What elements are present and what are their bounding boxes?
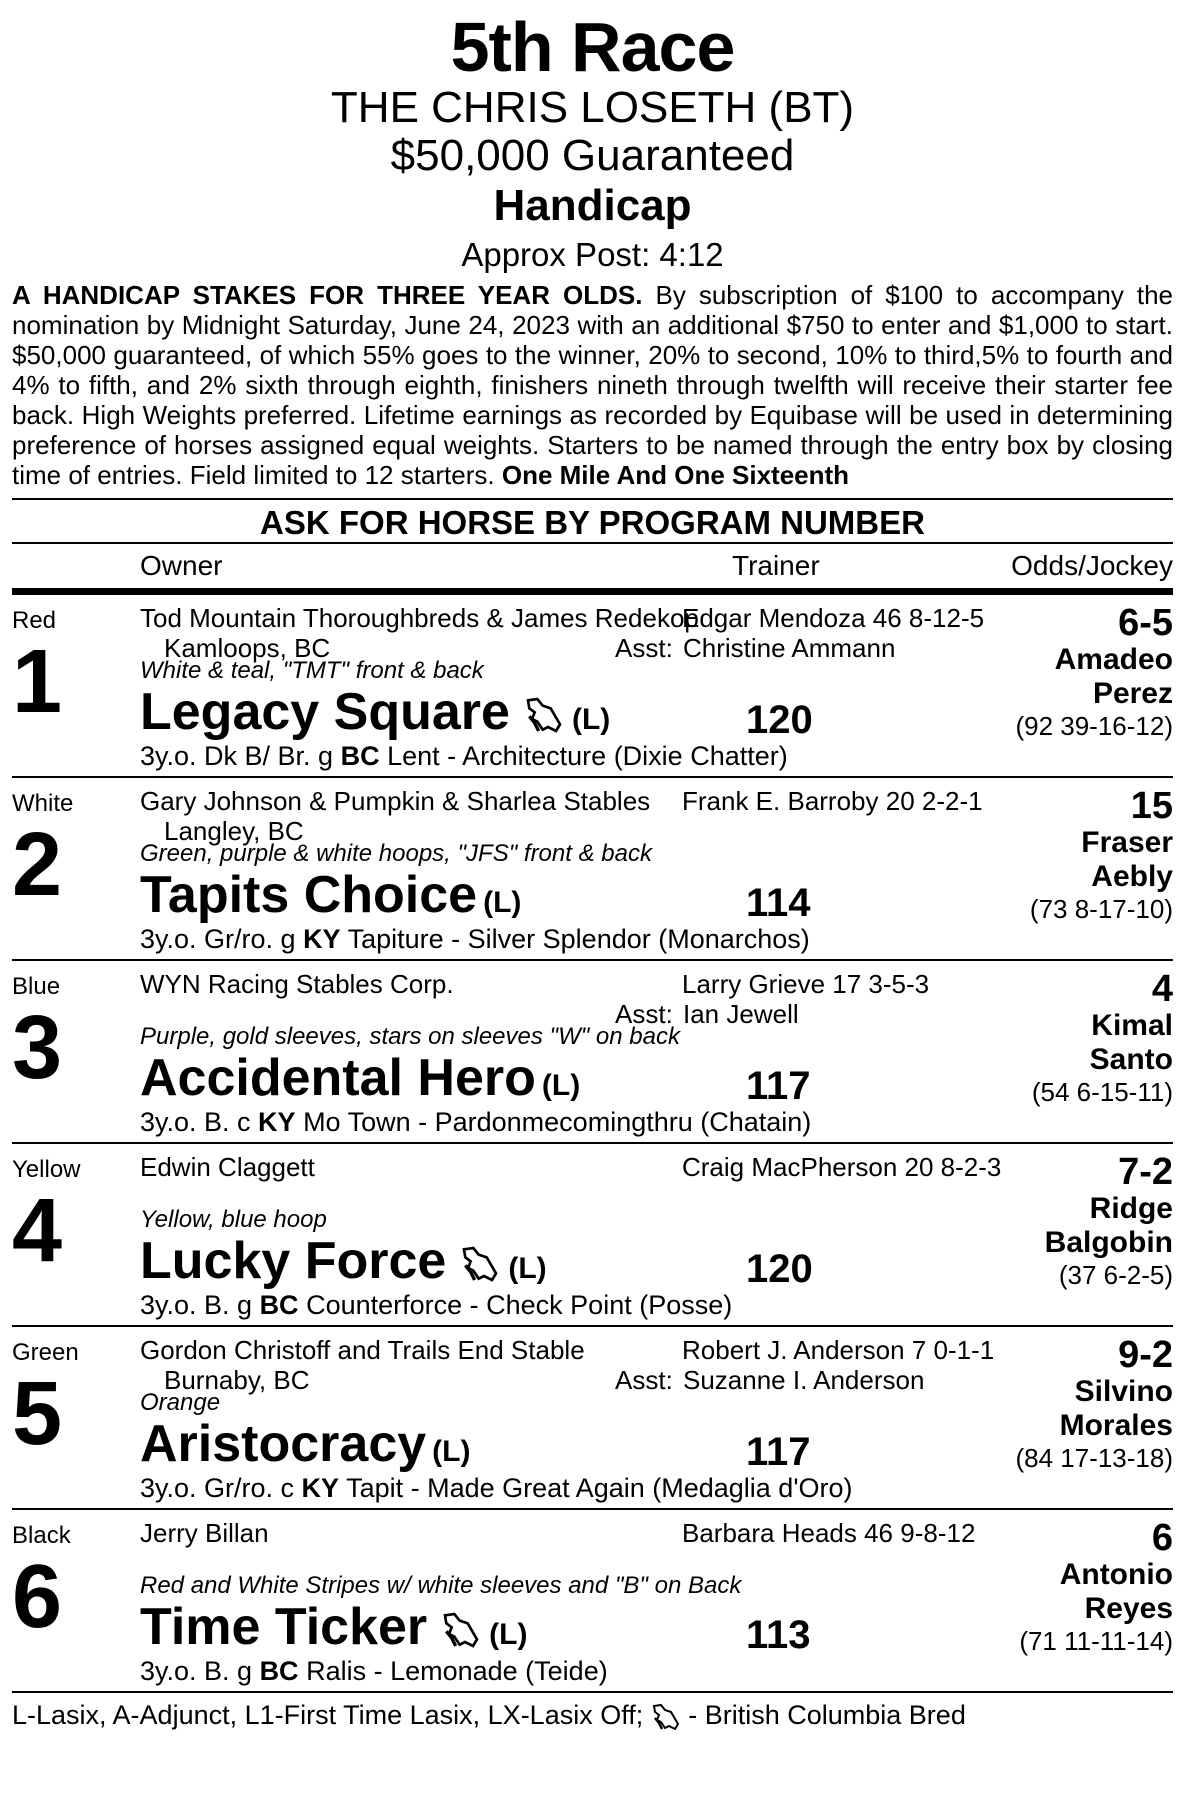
entry-row — [12, 778, 1173, 961]
owner-name: Jerry Billan — [140, 1518, 269, 1548]
owner-location: Burnaby, BC — [164, 1365, 310, 1395]
medication: (L) — [432, 1435, 471, 1468]
trainer: Barbara Heads 46 9-8-12 — [682, 1518, 976, 1548]
horse-name: Aristocracy — [140, 1415, 427, 1473]
jockey-record: (92 39-16-12) — [1015, 711, 1173, 741]
assistant-label: Asst: — [615, 999, 673, 1029]
race-distance: One Mile And One Sixteenth — [501, 460, 850, 490]
jockey-first-name: Silvino — [1074, 1375, 1173, 1408]
divider — [12, 498, 1173, 500]
race-type: Handicap — [493, 181, 692, 230]
jockey-first-name: Ridge — [1089, 1192, 1173, 1225]
race-conditions — [12, 280, 1173, 490]
breeding-state: KY — [301, 1473, 340, 1503]
breeding — [140, 1655, 608, 1687]
breeding-pedigree: Tapiture - Silver Splendor (Monarchos) — [340, 924, 810, 954]
program-number: 1 — [12, 632, 63, 732]
horse-name: Time Ticker — [140, 1598, 428, 1656]
morning-line-odds: 7-2 — [1118, 1151, 1173, 1193]
breeding-pedigree: Tapit - Made Great Again (Medaglia d'Oro) — [339, 1473, 853, 1503]
medication: (L) — [489, 1618, 528, 1651]
owner-name: Edwin Claggett — [140, 1152, 315, 1182]
owner-name: WYN Racing Stables Corp. — [140, 969, 454, 999]
saddle-cloth-color: Black — [12, 1522, 71, 1549]
breeding — [140, 740, 788, 772]
jockey-first-name: Fraser — [1081, 826, 1173, 859]
medication: (L) — [571, 703, 611, 736]
morning-line-odds: 9-2 — [1118, 1334, 1173, 1376]
silks-description: Yellow, blue hoop — [140, 1206, 327, 1233]
assistant-trainer — [615, 1182, 683, 1212]
breeding-state: KY — [303, 924, 341, 954]
breeding-state: BC — [259, 1656, 299, 1686]
weight: 113 — [746, 1613, 811, 1657]
race-purse: $50,000 Guaranteed — [390, 131, 795, 180]
entries-list — [12, 595, 1173, 1693]
jockey-last-name: Balgobin — [1044, 1226, 1173, 1259]
owner-location: Kamloops, BC — [164, 633, 331, 663]
odds-jockey — [1019, 1518, 1173, 1656]
entry-row — [12, 1510, 1173, 1693]
race-number: 5th Race — [450, 8, 735, 86]
weight: 117 — [746, 1064, 811, 1108]
breeding-state: BC — [259, 1290, 299, 1320]
breeding-age-sex: 3y.o. Gr/ro. g — [140, 924, 304, 954]
jockey-last-name: Perez — [1092, 677, 1173, 710]
trainer-column-header: Trainer — [732, 550, 820, 581]
jockey-last-name: Santo — [1089, 1043, 1173, 1076]
trainer: Craig MacPherson 20 8-2-3 — [682, 1152, 1002, 1182]
jockey-first-name: Amadeo — [1054, 643, 1173, 676]
breeding-pedigree: Ralis - Lemonade (Teide) — [298, 1656, 608, 1686]
breeding — [140, 923, 810, 955]
odds-jockey — [1030, 786, 1173, 924]
breeding-pedigree: Mo Town - Pardonmecomingthru (Chatain) — [295, 1107, 812, 1137]
assistant-trainer — [615, 633, 895, 663]
post-time: Approx Post: 4:12 — [461, 236, 724, 273]
owner-location: Langley, BC — [164, 816, 304, 846]
breeding-age-sex: 3y.o. Dk B/ Br. g — [140, 741, 341, 771]
owner-name: Gordon Christoff and Trails End Stable — [140, 1335, 585, 1365]
entry-row — [12, 1327, 1173, 1510]
ask-banner: ASK FOR HORSE BY PROGRAM NUMBER — [260, 504, 925, 541]
saddle-cloth-color: Blue — [12, 973, 61, 1000]
saddle-cloth-color: Red — [12, 607, 57, 634]
jockey-record: (71 11-11-14) — [1019, 1626, 1173, 1656]
saddle-cloth-color: Yellow — [12, 1156, 81, 1183]
assistant-trainer — [615, 999, 799, 1029]
breeding-state: KY — [258, 1107, 296, 1137]
horse-name: Legacy Square — [140, 683, 510, 741]
race-name: THE CHRIS LOSETH (BT) — [330, 83, 855, 132]
entry-row — [12, 1144, 1173, 1327]
program-number: 3 — [12, 998, 63, 1098]
jockey-first-name: Kimal — [1091, 1009, 1173, 1042]
british-columbia-icon — [651, 1702, 681, 1732]
odds-jockey — [1015, 1335, 1173, 1473]
header-rule — [12, 588, 1173, 595]
owner-name: Gary Johnson & Pumpkin & Sharlea Stables — [140, 786, 651, 816]
odds-jockey — [1045, 1152, 1173, 1290]
odds-jockey-column-header: Odds/Jockey — [1011, 550, 1173, 581]
trainer: Frank E. Barroby 20 2-2-1 — [682, 786, 983, 816]
jockey-record: (73 8-17-10) — [1029, 894, 1173, 924]
odds-jockey — [1015, 603, 1173, 741]
column-headers — [12, 542, 1173, 588]
saddle-cloth-color: White — [12, 790, 74, 817]
breeding-pedigree: Counterforce - Check Point (Posse) — [298, 1290, 733, 1320]
morning-line-odds: 6-5 — [1118, 602, 1173, 644]
trainer: Edgar Mendoza 46 8-12-5 — [682, 603, 985, 633]
program-number: 4 — [12, 1181, 63, 1281]
program-number: 6 — [12, 1547, 63, 1647]
silks-description: Red and White Stripes w/ white sleeves and "B" on Back — [140, 1572, 742, 1599]
race-header — [12, 8, 1173, 276]
legend — [12, 1699, 1173, 1732]
owner-column-header: Owner — [140, 550, 223, 581]
horse-name: Accidental Hero — [140, 1049, 536, 1107]
breeding — [140, 1289, 732, 1321]
jockey-record: (37 6-2-5) — [1058, 1260, 1173, 1290]
entry-row — [12, 961, 1173, 1144]
jockey-record: (84 17-13-18) — [1015, 1443, 1173, 1473]
bc-bred-icon — [510, 683, 566, 741]
weight: 114 — [746, 881, 811, 925]
silks-description: Orange — [140, 1389, 221, 1416]
breeding-age-sex: 3y.o. B. g — [140, 1290, 260, 1320]
race-program-page — [12, 8, 1173, 1732]
breeding-age-sex: 3y.o. Gr/ro. c — [140, 1473, 302, 1503]
weight: 117 — [746, 1430, 811, 1474]
jockey-last-name: Aebly — [1091, 860, 1173, 893]
medication: (L) — [483, 886, 522, 919]
breeding-state: BC — [340, 741, 380, 771]
morning-line-odds: 15 — [1130, 785, 1173, 827]
conditions-lead: A HANDICAP STAKES FOR THREE YEAR OLDS. — [12, 280, 643, 310]
odds-jockey — [1032, 969, 1173, 1107]
assistant-trainer — [615, 816, 683, 846]
program-number: 2 — [12, 815, 63, 915]
assistant-label: Asst: — [615, 633, 673, 663]
medication: (L) — [541, 1069, 581, 1102]
assistant-name: Christine Ammann — [683, 633, 896, 663]
breeding-age-sex: 3y.o. B. g — [140, 1656, 260, 1686]
weight: 120 — [746, 1247, 813, 1291]
assistant-label: Asst: — [615, 1365, 673, 1395]
assistant-trainer — [615, 1365, 924, 1395]
conditions-body: By subscription of $100 to accompany the nomination by Midnight Saturday, June 24, 2023 with an additional $750 to enter and $1,000 to start. $50,000 guaranteed, of which 55% goes to the winner, 20% to second, 10% to third,5% to fourth and 4% to fifth, and 2% sixth through eighth, finishers nineth through twelfth will receive their starter fee back. High Weights preferred. Lifetime earnings as recorded by Equibase will be used in determining preference of horses assigned equal weights. Starters to be named through the entry box by closing time of entries. Field limited to 12 starters. — [12, 280, 1173, 490]
saddle-cloth-color: Green — [12, 1339, 79, 1366]
breeding-pedigree: Lent - Architecture (Dixie Chatter) — [379, 741, 788, 771]
silks-description: Green, purple & white hoops, "JFS" front & back — [140, 840, 652, 867]
assistant-trainer — [615, 1548, 683, 1578]
assistant-name: Ian Jewell — [683, 999, 799, 1029]
jockey-record: (54 6-15-11) — [1031, 1077, 1173, 1107]
jockey-last-name: Reyes — [1084, 1592, 1173, 1625]
jockey-first-name: Antonio — [1059, 1558, 1173, 1591]
horse-name: Lucky Force — [140, 1232, 447, 1290]
entry-row — [12, 595, 1173, 778]
silks-description: Purple, gold sleeves, stars on sleeves "W" on back — [140, 1023, 680, 1050]
bc-bred-icon — [446, 1232, 502, 1290]
morning-line-odds: 4 — [1151, 968, 1173, 1010]
silks-description: White & teal, "TMT" front & back — [140, 657, 484, 684]
weight: 120 — [746, 698, 813, 742]
legend-text: L-Lasix, A-Adjunct, L1-First Time Lasix, LX-Lasix Off; — [12, 1700, 651, 1730]
assistant-name: Suzanne I. Anderson — [683, 1365, 925, 1395]
program-number: 5 — [12, 1364, 63, 1464]
owner-name: Tod Mountain Thoroughbreds & James Redekop — [140, 603, 699, 633]
trainer: Robert J. Anderson 7 0-1-1 — [682, 1335, 995, 1365]
horse-name: Tapits Choice — [140, 866, 478, 924]
jockey-last-name: Morales — [1059, 1409, 1173, 1442]
trainer: Larry Grieve 17 3-5-3 — [682, 969, 930, 999]
medication: (L) — [508, 1252, 547, 1285]
legend-text-bc: - British Columbia Bred — [680, 1700, 966, 1730]
breeding — [140, 1106, 811, 1138]
breeding — [140, 1472, 852, 1504]
bc-bred-icon — [427, 1598, 483, 1656]
breeding-age-sex: 3y.o. B. c — [140, 1107, 259, 1137]
morning-line-odds: 6 — [1151, 1517, 1173, 1559]
